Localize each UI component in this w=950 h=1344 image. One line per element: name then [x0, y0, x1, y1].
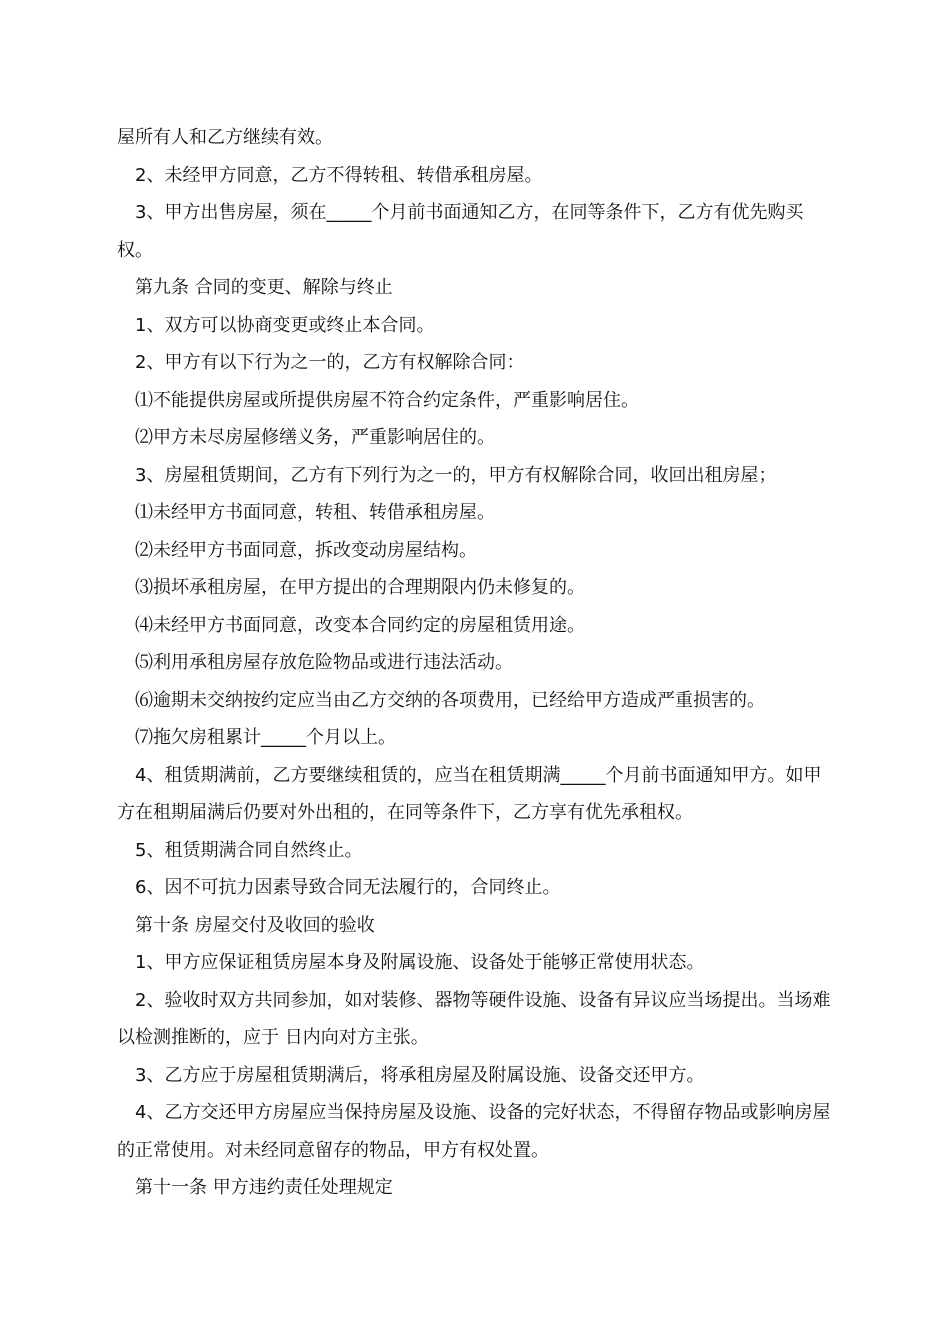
clause-8-item-2: 2、未经甲方同意，乙方不得转租、转借承租房屋。	[135, 164, 543, 186]
document-body	[117, 119, 837, 1207]
clause-8-item-3: 3、甲方出售房屋，须在_____个月前书面通知乙方，在同等条件下，乙方有优先购买权。	[117, 202, 804, 261]
clause-9-item-2-sub-1: ⑴不能提供房屋或所提供房屋不符合约定条件，严重影响居住。	[135, 389, 639, 411]
clause-10-item-4: 4、乙方交还甲方房屋应当保持房屋及设施、设备的完好状态，不得留存物品或影响房屋的正常使用。对未经同意留存的物品，甲方有权处置。	[117, 1102, 831, 1161]
clause-9-item-3-sub-4: ⑷未经甲方书面同意，改变本合同约定的房屋租赁用途。	[135, 614, 585, 636]
clause-10-item-1: 1、甲方应保证租赁房屋本身及附属设施、设备处于能够正常使用状态。	[135, 952, 705, 973]
paragraph-continuation: 屋所有人和乙方继续有效。	[117, 127, 333, 148]
clause-9-item-3-sub-7: ⑺拖欠房租累计_____个月以上。	[135, 727, 396, 748]
clause-9-item-3-sub-1: ⑴未经甲方书面同意，转租、转借承租房屋。	[135, 502, 495, 523]
clause-9-item-3-sub-5: ⑸利用承租房屋存放危险物品或进行违法活动。	[135, 652, 513, 673]
clause-10-item-3: 3、乙方应于房屋租赁期满后，将承租房屋及附属设施、设备交还甲方。	[135, 1064, 705, 1086]
clause-9-item-3: 3、房屋租赁期间，乙方有下列行为之一的，甲方有权解除合同，收回出租房屋；	[135, 464, 777, 486]
clause-9-item-2: 2、甲方有以下行为之一的，乙方有权解除合同：	[135, 352, 525, 373]
section-heading-article-11: 第十一条 甲方违约责任处理规定	[135, 1177, 393, 1198]
clause-9-item-3-sub-6: ⑹逾期未交纳按约定应当由乙方交纳的各项费用，已经给甲方造成严重损害的。	[135, 689, 765, 711]
section-heading-article-10: 第十条 房屋交付及收回的验收	[135, 914, 375, 936]
clause-9-item-6: 6、因不可抗力因素导致合同无法履行的，合同终止。	[135, 877, 561, 898]
clause-9-item-2-sub-2: ⑵甲方未尽房屋修缮义务，严重影响居住的。	[135, 427, 495, 448]
clause-9-item-3-sub-3: ⑶损坏承租房屋，在甲方提出的合理期限内仍未修复的。	[135, 577, 585, 598]
clause-9-item-4: 4、租赁期满前，乙方要继续租赁的，应当在租赁期满_____个月前书面通知甲方。如甲方在租期届满后仍要对外出租的，在同等条件下，乙方享有优先承租权。	[117, 764, 822, 823]
clause-10-item-2: 2、验收时双方共同参加，如对装修、器物等硬件设施、设备有异议应当场提出。当场难以检测推断的，应于 日内向对方主张。	[117, 989, 831, 1048]
clause-9-item-5: 5、租赁期满合同自然终止。	[135, 839, 363, 861]
clause-9-item-3-sub-2: ⑵未经甲方书面同意，拆改变动房屋结构。	[135, 539, 477, 561]
section-heading-article-9: 第九条 合同的变更、解除与终止	[135, 277, 393, 298]
clause-9-item-1: 1、双方可以协商变更或终止本合同。	[135, 314, 435, 336]
